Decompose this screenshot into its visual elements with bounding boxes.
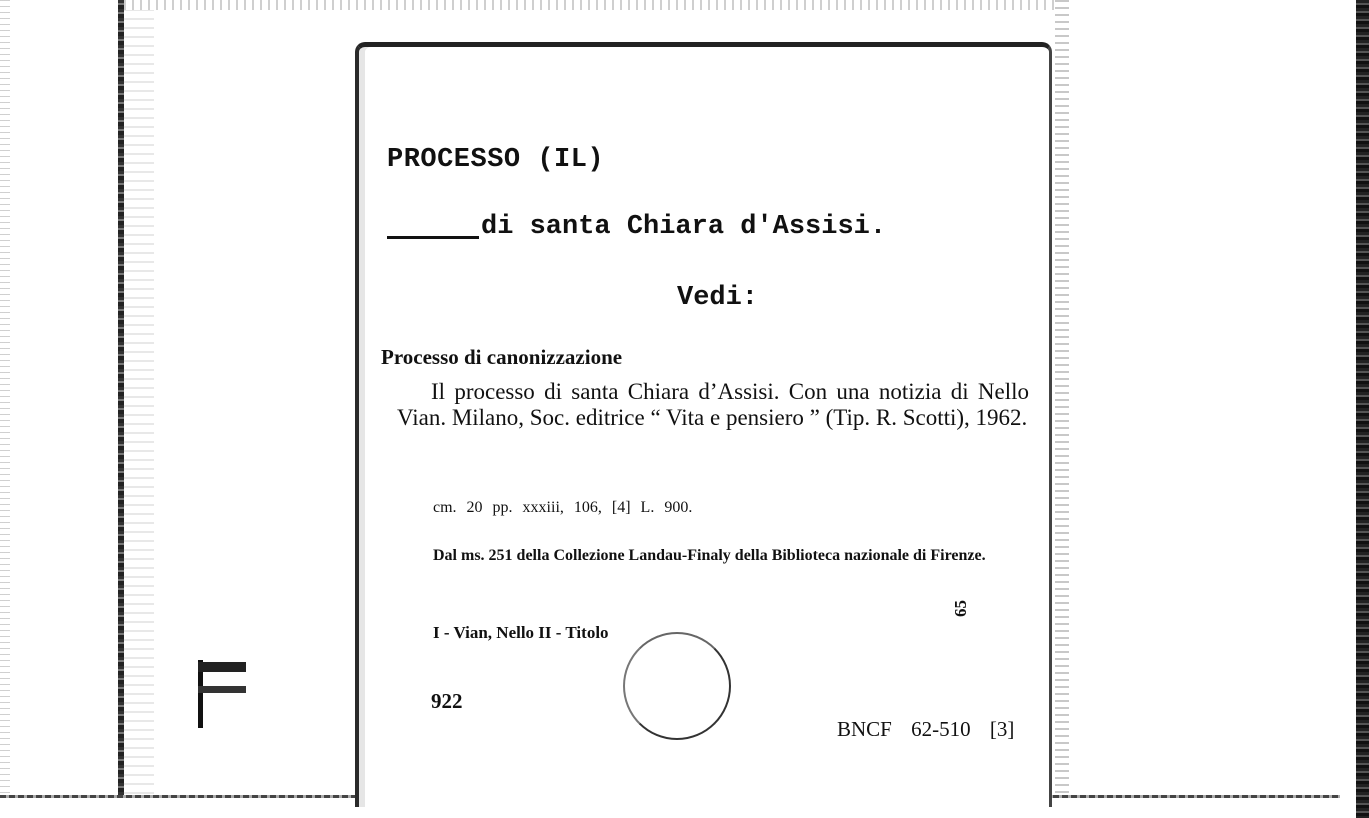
control-number: BNCF 62-510 [3] — [837, 717, 1015, 741]
subject-text: di santa Chiara d'Assisi. — [481, 212, 887, 242]
entry-body — [397, 379, 1029, 431]
see-label: Vedi: — [677, 283, 759, 313]
card-heading: PROCESSO (IL) — [387, 145, 605, 175]
collation: cm. 20 pp. xxxiii, 106, [4] L. 900. — [433, 499, 693, 516]
catalog-card — [355, 42, 1052, 807]
scan-frame-right-noise — [1055, 0, 1069, 795]
subject-line — [387, 212, 886, 242]
entry-heading: Processo di canonizzazione — [381, 345, 623, 369]
scan-left-margin — [0, 0, 10, 795]
classmark: 922 — [431, 689, 463, 713]
provenance-note: Dal ms. 251 della Collezione Landau-Finaly della Biblioteca nazionale di Firenze. — [433, 547, 986, 564]
flag-marker-icon — [193, 660, 253, 730]
entry-title: Il processo di santa Chiara d’Assisi. Con una notizia di Nello Vian. — [397, 379, 1029, 430]
scan-frame-top — [124, 0, 1056, 10]
scan-frame-left-noise — [124, 0, 154, 795]
side-number: 65 — [951, 600, 970, 617]
entry-imprint: Milano, Soc. editrice “ Vita e pensiero ” (Tip. R. Scotti), 1962. — [451, 405, 1028, 430]
punch-hole — [623, 632, 731, 740]
scan-frame-right-edge — [1356, 0, 1369, 818]
tracings: I - Vian, Nello II - Titolo — [433, 623, 609, 642]
dash-rule — [387, 236, 479, 239]
